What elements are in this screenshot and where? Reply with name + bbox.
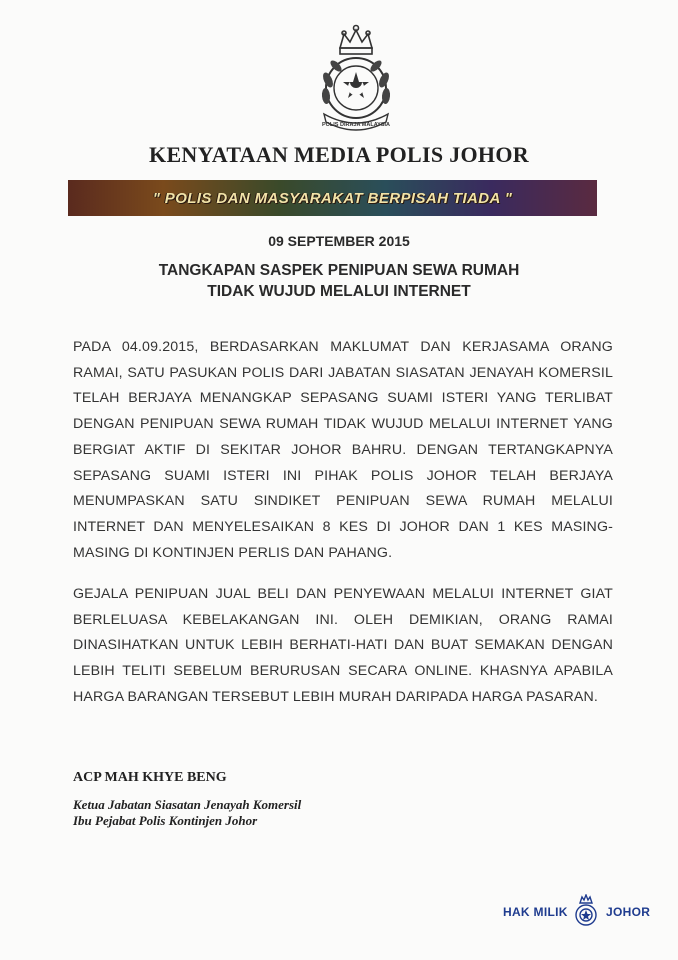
headline (0, 260, 678, 302)
signatory-position: Ketua Jabatan Siasatan Jenayah Komersil (73, 797, 302, 812)
motto-text: " POLIS DAN MASYARAKAT BERPISAH TIADA " (152, 189, 513, 207)
body-paragraph-2: GEJALA PENIPUAN JUAL BELI DAN PENYEWAAN MELALUI INTERNET GIAT BERLELUASA KEBELAKANGAN INI. OLEH DEMIKIAN, ORANG RAMAI DINASIHATKAN UNTUK LEBIH BERHATI-HATI DAN BUAT SEMAKAN DENGAN LEBIH TELITI SEBELUM BERURUSAN SECARA ONLINE. KHASNYA APABILA HARGA BARANGAN TERSEBUT LEBIH MURAH DARIPADA HARGA PASARAN. (73, 586, 613, 705)
headline-line-2: TIDAK WUJUD MELALUI INTERNET (207, 283, 471, 300)
headline-line-1: TANGKAPAN SASPEK PENIPUAN SEWA RUMAH (158, 262, 520, 279)
release-date: 09 SEPTEMBER 2015 (268, 233, 410, 249)
signatory-name: ACP MAH KHYE BENG (73, 770, 227, 785)
watermark-left-text: HAK MILIK (503, 905, 568, 919)
signatory-office: Ibu Pejabat Polis Kontinjen Johor (73, 813, 258, 828)
motto-banner (68, 180, 597, 216)
police-crest-icon (310, 22, 402, 134)
watermark-crest-icon (570, 894, 602, 930)
body-paragraph-1: PADA 04.09.2015, BERDASARKAN MAKLUMAT DAN KERJASAMA ORANG RAMAI, SATU PASUKAN POLIS DARI JABATAN SIASATAN JENAYAH KOMERSIL TELAH BERJAYA MENANGKAP SEPASANG SUAMI ISTERI YANG TERLIBAT DENGAN PENIPUAN SEWA RUMAH TIDAK WUJUD MELALUI INTERNET YANG BERGIAT AKTIF DI SEKITAR JOHOR BAHRU. DENGAN TERTANGKAPNYA SEPASANG SUAMI ISTERI INI PIHAK POLIS JOHOR TELAH BERJAYA MENUMPASKAN SATU SINDIKET PENIPUAN SEWA RUMAH MELALUI INTERNET DAN MENYELESAIKAN 8 KES DI JOHOR DAN 1 KES MASING-MASING DI KONTINJEN PERLIS DAN PAHANG. (73, 339, 613, 561)
page-title: KENYATAAN MEDIA POLIS JOHOR (149, 142, 529, 167)
crest-motto: POLIS DIRAJA MALAYSIA (321, 122, 391, 128)
watermark-right-text: JOHOR (606, 905, 651, 919)
